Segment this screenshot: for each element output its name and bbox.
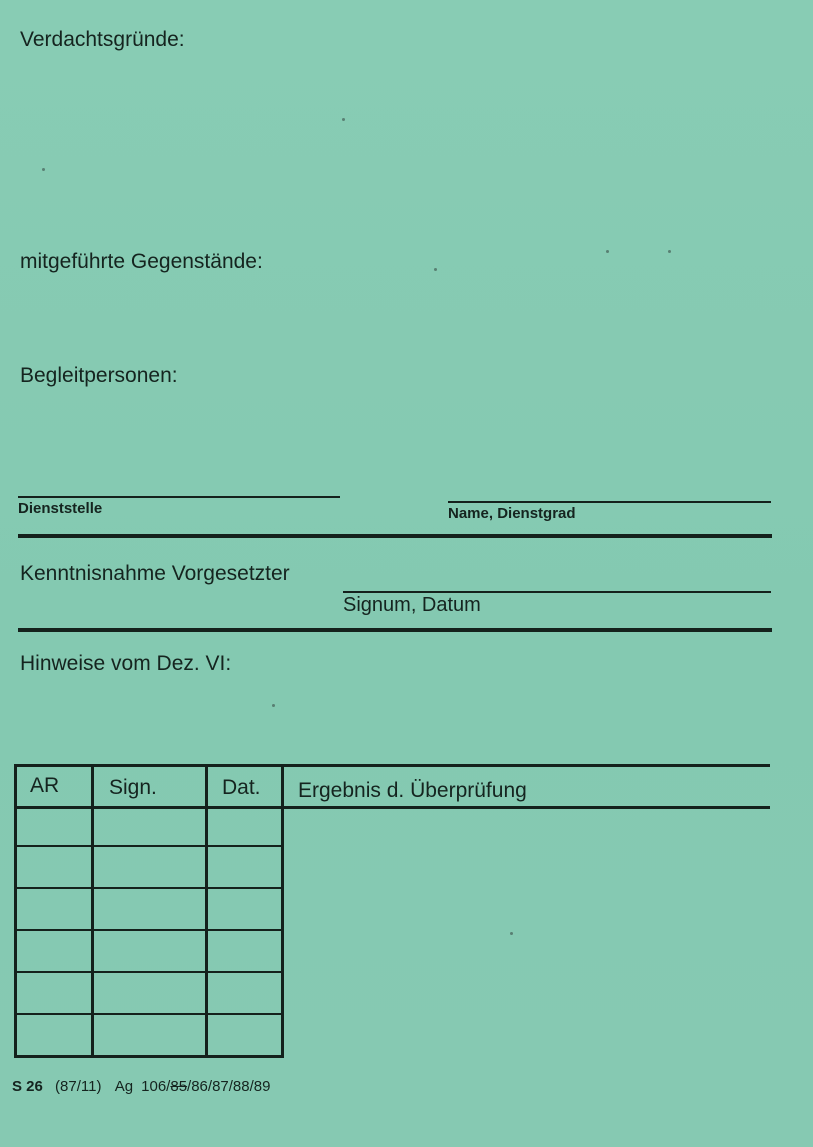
table-col-border-3	[281, 767, 284, 1058]
table-row[interactable]	[17, 845, 281, 847]
header-ar: AR	[30, 774, 60, 797]
signum-line[interactable]	[343, 591, 771, 593]
paper-speck	[342, 118, 345, 121]
label-verdachtsgruende: Verdachtsgründe:	[20, 28, 185, 51]
label-gegenstaende: mitgeführte Gegenstände:	[20, 250, 263, 273]
label-begleitpersonen: Begleitpersonen:	[20, 364, 178, 387]
paper-speck	[272, 704, 275, 707]
table-row[interactable]	[17, 1013, 281, 1015]
form-code: S 26	[12, 1078, 43, 1095]
label-kenntnisnahme: Kenntnisnahme Vorgesetzter	[20, 562, 290, 585]
section-divider-2	[18, 628, 772, 632]
paper-speck	[668, 250, 671, 253]
header-dat: Dat.	[222, 776, 261, 799]
label-name-dienstgrad: Name, Dienstgrad	[448, 505, 576, 522]
table-bottom-rule	[15, 1055, 283, 1058]
section-divider-1	[18, 534, 772, 538]
form-ag: Ag	[114, 1078, 134, 1095]
label-signum-datum: Signum, Datum	[343, 594, 481, 616]
table-row[interactable]	[17, 929, 281, 931]
form-number-struck: 85	[170, 1078, 188, 1095]
form-footer	[12, 1078, 270, 1095]
paper-speck	[606, 250, 609, 253]
paper-speck	[42, 168, 45, 171]
form-edition: (87/11)	[55, 1078, 102, 1095]
table-top-rule	[15, 764, 770, 767]
table-row[interactable]	[17, 971, 281, 973]
label-dienststelle: Dienststelle	[18, 500, 103, 517]
label-hinweise: Hinweise vom Dez. VI:	[20, 652, 232, 675]
table-header-rule	[15, 806, 770, 809]
form-number-rest: /86/87/88/89	[187, 1078, 271, 1095]
dienststelle-line[interactable]	[18, 496, 340, 498]
form-number-prefix: 106/	[141, 1078, 171, 1095]
header-sign: Sign.	[109, 776, 157, 799]
table-row[interactable]	[17, 887, 281, 889]
paper-speck	[434, 268, 437, 271]
name-dienstgrad-line[interactable]	[448, 501, 771, 503]
header-ergebnis: Ergebnis d. Überprüfung	[298, 779, 527, 802]
paper-speck	[510, 932, 513, 935]
